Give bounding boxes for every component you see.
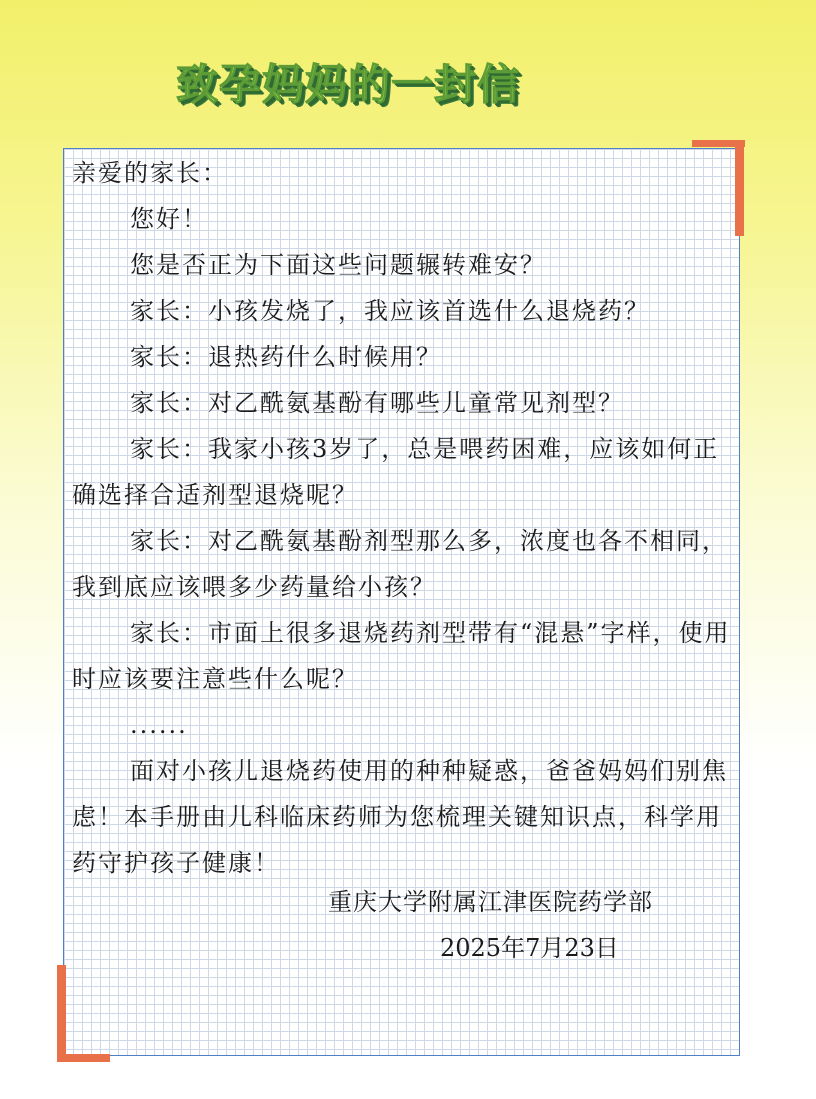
question-2: 家长：退热药什么时候用？ — [130, 343, 442, 371]
ellipsis: ...... — [130, 711, 188, 739]
signature: 重庆大学附属江津医院药学部 — [328, 888, 653, 916]
page-title: 致孕妈妈的一封信 — [176, 60, 521, 109]
paragraph-hello: 您好！ — [130, 205, 208, 233]
question-1: 家长：小孩发烧了，我应该首选什么退烧药？ — [130, 297, 650, 325]
corner-accent-bottom-left — [57, 965, 66, 1062]
question-3: 家长：对乙酰氨基酚有哪些儿童常见剂型？ — [130, 389, 624, 417]
paragraph-intro: 您是否正为下面这些问题辗转难安？ — [130, 251, 546, 279]
question-4: 家长：我家小孩3岁了，总是喂药困难，应该如何正确选择合适剂型退烧呢？ — [72, 435, 720, 509]
question-5: 家长：对乙酰氨基酚剂型那么多，浓度也各不相同，我到底应该喂多少药量给小孩？ — [72, 527, 728, 601]
paragraph-closing: 面对小孩儿退烧药使用的种种疑惑，爸爸妈妈们别焦虑！本手册由儿科临床药师为您梳理关键知识点，科学用药守护孩子健康！ — [72, 757, 728, 877]
letter-date: 2025年7月23日 — [440, 934, 619, 962]
letter-body — [72, 150, 732, 886]
letter-greeting: 亲爱的家长： — [72, 159, 228, 187]
question-6: 家长：市面上很多退烧药剂型带有“混悬”字样，使用时应该要注意些什么呢？ — [72, 619, 731, 693]
corner-accent-top-right-vertical — [735, 140, 744, 236]
corner-accent-bottom-left-horizontal — [57, 1054, 110, 1062]
